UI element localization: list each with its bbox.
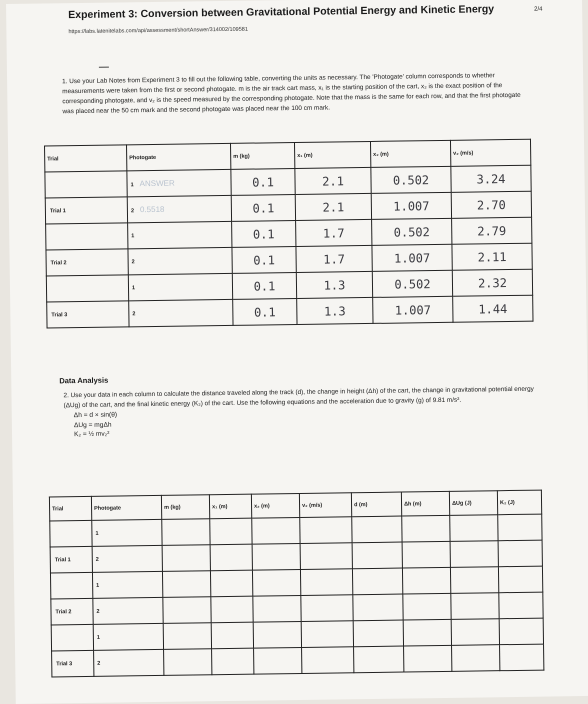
mass-cell[interactable] (162, 545, 210, 572)
height-change-cell[interactable] (403, 619, 451, 646)
mass-cell[interactable]: 0.1 (233, 298, 297, 325)
photogate-cell (127, 169, 231, 196)
v2-cell[interactable] (300, 569, 352, 596)
x1-cell[interactable] (210, 570, 252, 597)
mass-cell[interactable]: 0.1 (232, 272, 296, 299)
kinetic-energy-cell[interactable] (498, 514, 542, 541)
photogate-cell: 2 (128, 247, 232, 274)
trial-cell (50, 572, 92, 599)
x2-cell[interactable] (253, 621, 301, 648)
table-row (47, 295, 533, 328)
header-mass: m (kg) (230, 143, 294, 170)
photogate-cell: 1 (92, 571, 162, 598)
x2-cell[interactable] (254, 647, 302, 674)
height-change-cell[interactable] (404, 645, 452, 672)
height-change-cell[interactable] (402, 567, 450, 594)
photogate-cell: 1 (92, 519, 162, 546)
mass-cell[interactable]: 0.1 (231, 195, 295, 222)
x1-cell[interactable]: 1.7 (296, 245, 372, 272)
header-distance: d (m) (351, 492, 401, 517)
photogate-cell: 1 (93, 623, 163, 650)
kinetic-energy-cell[interactable] (499, 618, 543, 645)
header-photogate: Photogate (91, 495, 161, 520)
distance-cell[interactable] (353, 620, 403, 647)
v2-cell[interactable]: 2.32 (452, 269, 532, 296)
distance-cell[interactable] (353, 594, 403, 621)
equation-height: Δh = d × sin(θ) (73, 411, 118, 420)
trial-cell: Trial 2 (46, 249, 128, 276)
trial-cell (46, 275, 128, 302)
trial-cell (50, 520, 92, 547)
x2-cell[interactable] (252, 569, 300, 596)
photogate-cell: 2 (92, 545, 162, 572)
photogate-number: 1 (130, 182, 134, 189)
header-potential-energy: ΔUg (J) (449, 491, 497, 516)
worksheet-page (6, 0, 588, 704)
mass-cell[interactable]: 0.1 (232, 220, 296, 247)
x1-cell[interactable] (211, 596, 253, 623)
equation-kinetic-energy: K₂ = ½ mv₂² (73, 430, 110, 439)
trial-cell (46, 223, 128, 250)
x2-cell[interactable]: 1.007 (373, 296, 453, 323)
table-row (52, 644, 544, 677)
x2-cell[interactable] (253, 595, 301, 622)
height-change-cell[interactable] (402, 515, 450, 542)
mass-cell[interactable] (163, 597, 211, 624)
v2-cell[interactable] (302, 647, 354, 674)
distance-cell[interactable] (352, 542, 402, 569)
trial-cell: Trial 2 (51, 598, 93, 625)
trial-cell (51, 624, 93, 651)
x2-cell[interactable]: 0.502 (372, 270, 452, 297)
v2-cell[interactable] (301, 595, 353, 622)
x1-cell[interactable]: 2.1 (295, 167, 371, 194)
trial-cell: Trial 3 (47, 301, 129, 328)
question-1-text: 1. Use your Lab Notes from Experiment 3 to fill out the following table, converting the units as necessary. The 'Photogate' column corresponds to whether measurements were taken from the first or second photogate. m is the air track cart mass, x₁ is the starting position of the cart, x₂ is the exact position of the corresponding photogate, and v₂ is the speed measured by the corresponding photogate. Note that the mass is the same for each row, and that the first photogate was placed near the 50 cm mark and the second photogate was placed near the 100 cm mark. (62, 72, 521, 116)
mass-cell[interactable]: 0.1 (232, 246, 296, 273)
trial-cell (45, 171, 127, 198)
v2-cell[interactable] (300, 543, 352, 570)
kinetic-energy-cell[interactable] (498, 540, 542, 567)
header-height-change: Δh (m) (401, 491, 449, 516)
potential-energy-cell[interactable] (451, 593, 499, 620)
x1-cell[interactable]: 1.7 (296, 219, 372, 246)
photogate-cell: 1 (128, 221, 232, 248)
x1-cell[interactable] (211, 622, 253, 649)
x2-cell[interactable]: 1.007 (372, 244, 452, 271)
photogate-cell (127, 195, 231, 222)
x2-cell[interactable] (252, 543, 300, 570)
potential-energy-cell[interactable] (452, 645, 500, 672)
x1-cell[interactable] (212, 648, 254, 675)
v2-cell[interactable]: 2.79 (452, 217, 532, 244)
header-trial: Trial (45, 145, 127, 172)
photogate-cell: 1 (128, 273, 232, 300)
v2-cell[interactable]: 2.11 (452, 243, 532, 270)
mass-cell[interactable] (163, 623, 211, 650)
kinetic-energy-cell[interactable] (499, 592, 543, 619)
height-change-cell[interactable] (402, 541, 450, 568)
header-trial: Trial (49, 496, 91, 521)
distance-cell[interactable] (352, 568, 402, 595)
question-2-text: 2. Use your data in each column to calculate the distance traveled along the track (d), the change in height (Δh) of the cart, the change in gravitational potential energy (ΔUg) of the cart, and the final kinetic energy (K₂) of the cart. Use the following equations and the acceleration due to gravity (g) of 9.81 m/s². (63, 385, 534, 410)
header-photogate: Photogate (127, 143, 231, 170)
header-mass: m (kg) (161, 495, 209, 520)
page-number: 2/4 (534, 6, 543, 13)
photogate-cell: 2 (94, 649, 164, 676)
photogate-number: 2 (130, 208, 135, 215)
mass-cell[interactable] (164, 649, 212, 676)
potential-energy-cell[interactable] (451, 619, 499, 646)
trial-cell: Trial 3 (52, 650, 94, 677)
divider (99, 67, 109, 68)
x2-cell[interactable]: 0.502 (372, 218, 452, 245)
v2-cell[interactable]: 2.70 (451, 191, 531, 218)
page-url: https://labs.latenitelabs.com/api/assessment/shortAnswer/314002/109581 (68, 26, 248, 36)
faint-mark: ANSWER (139, 178, 175, 189)
header-v2: v₂ (m/s) (299, 493, 351, 518)
x2-cell[interactable]: 1.007 (371, 192, 451, 219)
header-kinetic-energy: K₂ (J) (497, 490, 541, 515)
v2-cell[interactable] (300, 517, 352, 544)
x1-cell[interactable] (210, 544, 252, 571)
height-change-cell[interactable] (403, 593, 451, 620)
mass-cell[interactable]: 0.1 (231, 169, 295, 196)
header-v2: v₂ (m/s) (450, 139, 530, 166)
mass-cell[interactable] (162, 519, 210, 546)
kinetic-energy-cell[interactable] (498, 566, 542, 593)
v2-cell[interactable]: 3.24 (451, 165, 531, 192)
v2-cell[interactable]: 1.44 (453, 295, 533, 322)
page-title: Experiment 3: Conversion between Gravitational Potential Energy and Kinetic Energy (68, 3, 495, 22)
x1-cell[interactable]: 1.3 (297, 297, 373, 324)
v2-cell[interactable] (301, 621, 353, 648)
x2-cell[interactable] (252, 517, 300, 544)
mass-cell[interactable] (162, 571, 210, 598)
distance-cell[interactable] (354, 646, 404, 673)
trial-cell: Trial 1 (45, 197, 127, 224)
x1-cell[interactable]: 1.3 (296, 271, 372, 298)
potential-energy-cell[interactable] (450, 541, 498, 568)
x2-cell[interactable]: 0.502 (371, 166, 451, 193)
header-x2: x₂ (m) (370, 140, 450, 167)
photogate-cell: 2 (129, 299, 233, 326)
data-analysis-heading: Data Analysis (59, 375, 109, 386)
x1-cell[interactable] (210, 518, 252, 545)
lab-data-table (44, 139, 534, 329)
potential-energy-cell[interactable] (450, 567, 498, 594)
header-x1: x₁ (m) (209, 494, 251, 519)
photogate-cell: 2 (93, 597, 163, 624)
trial-cell: Trial 1 (50, 546, 92, 573)
question-2-block (63, 385, 539, 440)
header-x2: x₂ (m) (251, 493, 299, 518)
potential-energy-cell[interactable] (450, 515, 498, 542)
equation-potential-energy: ΔUg = mgΔh (73, 421, 112, 429)
faint-mark: 0.5518 (139, 204, 165, 215)
x1-cell[interactable]: 2.1 (295, 193, 371, 220)
analysis-table (49, 490, 544, 678)
kinetic-energy-cell[interactable] (500, 644, 544, 671)
distance-cell[interactable] (352, 516, 402, 543)
header-x1: x₁ (m) (294, 141, 370, 168)
